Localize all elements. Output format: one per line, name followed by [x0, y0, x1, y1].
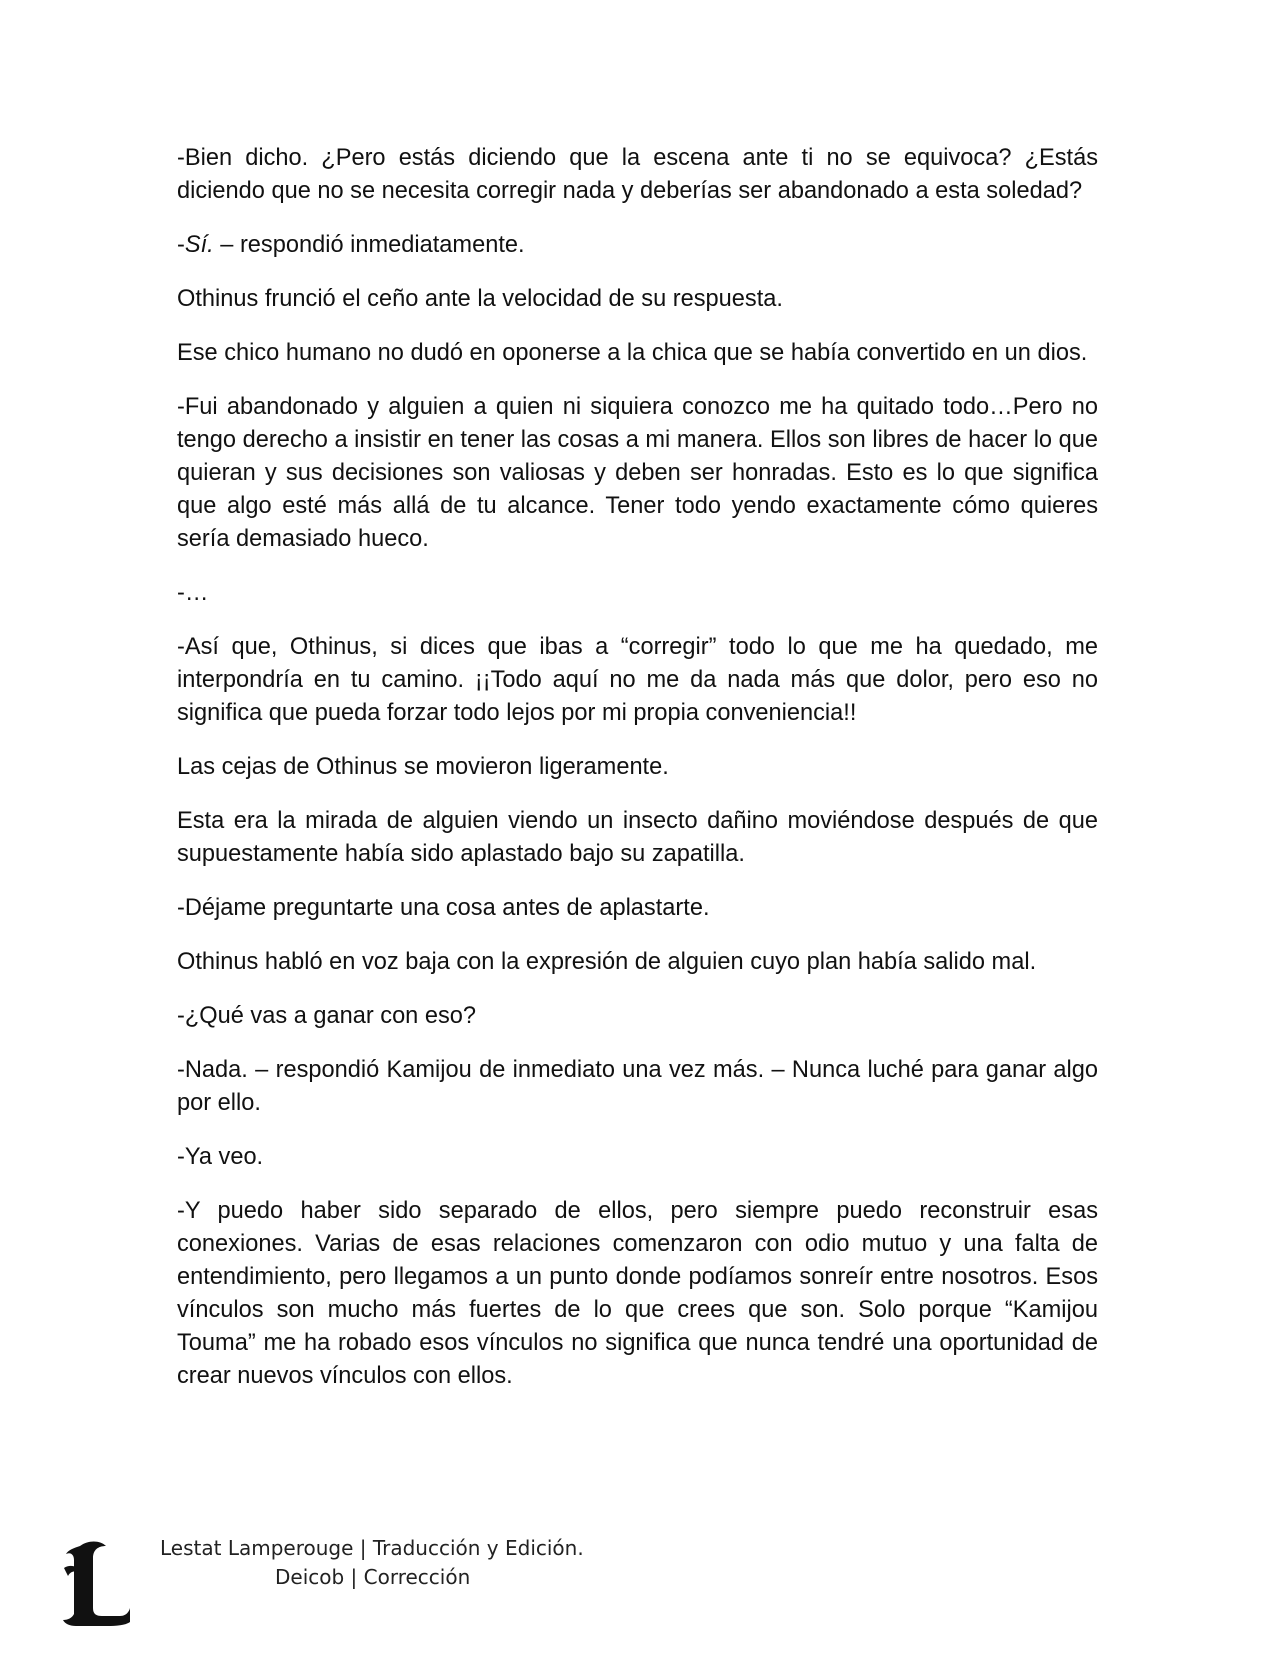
credits: [160, 1534, 584, 1592]
paragraph: Ese chico humano no dudó en oponerse a la chica que se había convertido en un dios.: [177, 340, 1088, 366]
paragraph-rest: – respondió inmediatamente.: [213, 232, 525, 258]
paragraph: -Bien dicho. ¿Pero estás diciendo que la escena ante ti no se equivoca? ¿Estás diciendo que no se necesita corregir nada y deberías ser abandonado a esta soledad?: [177, 145, 1098, 204]
paragraph: -…: [177, 580, 209, 606]
paragraph: -Y puedo haber sido separado de ellos, pero siempre puedo reconstruir esas conexiones. Varias de esas relaciones comenzaron con odio mutuo y una falta de entendimiento, pero llegamos a un punto donde podíamos sonreír entre nosotros. Esos vínculos son mucho más fuertes de lo que crees que son. Solo porque “Kamijou Touma” me ha robado esos vínculos no significa que nunca tendré una oportunidad de crear nuevos vínculos con ellos.: [177, 1198, 1098, 1389]
page-footer: [60, 1534, 760, 1644]
paragraph: -Nada. – respondió Kamijou de inmediato una vez más. – Nunca luché para ganar algo por ello.: [177, 1057, 1098, 1116]
paragraph: [177, 229, 1098, 262]
paragraph: Esta era la mirada de alguien viendo un insecto dañino moviéndose después de que supuestamente había sido aplastado bajo su zapatilla.: [177, 808, 1098, 867]
credit-translation: Lestat Lamperouge | Traducción y Edición.: [160, 1536, 584, 1560]
paragraph: -Fui abandonado y alguien a quien ni siquiera conozco me ha quitado todo…Pero no tengo derecho a insistir en tener las cosas a mi manera. Ellos son libres de hacer lo que quieran y sus decisiones son valiosas y deben ser honradas. Esto es lo que significa que algo esté más allá de tu alcance. Tener todo yendo exactamente cómo quieres sería demasiado hueco.: [177, 394, 1098, 552]
credit-correction: Deicob | Corrección: [275, 1565, 471, 1589]
paragraph: -Ya veo.: [177, 1144, 264, 1170]
paragraph: -Déjame preguntarte una cosa antes de aplastarte.: [177, 895, 710, 921]
paragraph: Othinus frunció el ceño ante la velocidad de su respuesta.: [177, 286, 783, 312]
page-body: [177, 142, 1098, 1414]
dash: -: [177, 232, 185, 258]
paragraph: -Así que, Othinus, si dices que ibas a “corregir” todo lo que me ha quedado, me interpondría en tu camino. ¡¡Todo aquí no me da nada más que dolor, pero eso no significa que pueda forzar todo lejos por mi propia conveniencia!!: [177, 634, 1098, 726]
paragraph: Othinus habló en voz baja con la expresión de alguien cuyo plan había salido mal.: [177, 949, 1037, 975]
paragraph: -¿Qué vas a ganar con eso?: [177, 1003, 477, 1029]
paragraph: Las cejas de Othinus se movieron ligeramente.: [177, 754, 669, 780]
gothic-l-logo: [60, 1538, 132, 1630]
emphasis-text: Sí.: [184, 232, 214, 258]
